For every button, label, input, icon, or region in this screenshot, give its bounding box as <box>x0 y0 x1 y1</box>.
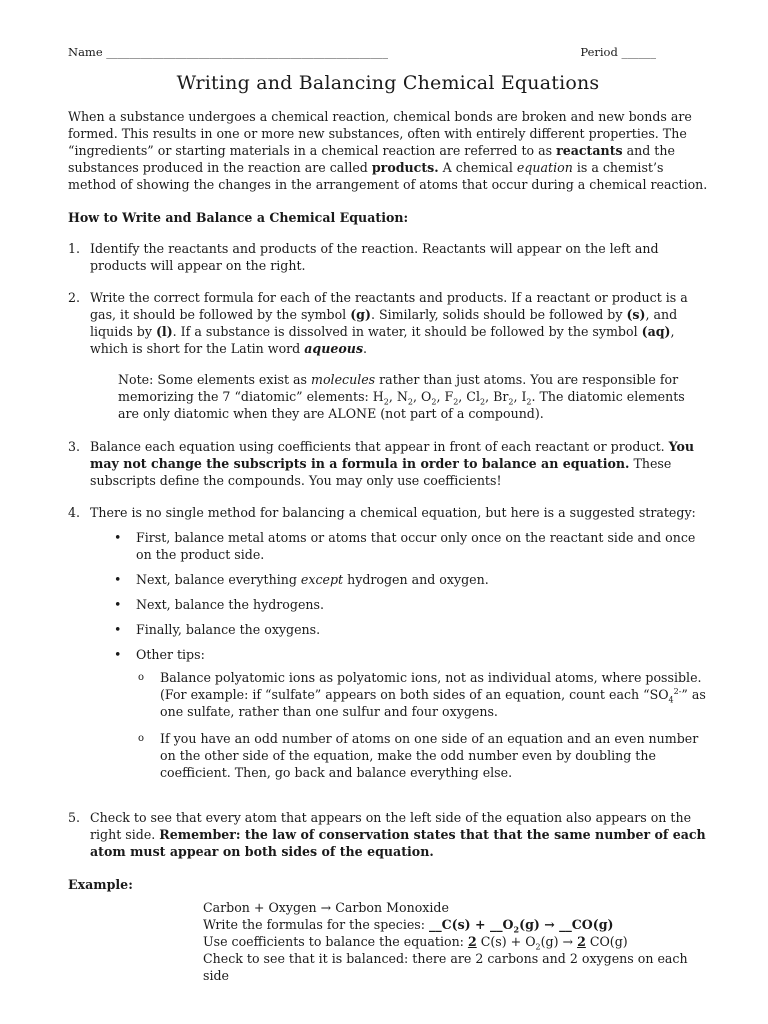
strategy-list <box>90 529 708 781</box>
list-item: • Next, balance the hydrogens. <box>114 597 324 612</box>
list-item: • Finally, balance the oxygens. <box>114 622 321 637</box>
page-title: Writing and Balancing Chemical Equations <box>176 72 600 94</box>
example-heading: Example: <box>68 877 133 892</box>
period-field-label: Period ______ <box>580 45 656 59</box>
example-check-line: Check to see that it is balanced: there are 2 carbons and 2 oxygens on each side <box>203 951 688 983</box>
example-block <box>203 899 708 984</box>
list-item: • First, balance metal atoms or atoms that occur only once on the reactant side and once on the product side. <box>114 530 696 562</box>
list-item: o Balance polyatomic ions as polyatomic ions, not as individual atoms, where possible. (For example: if “sulfate” appears on both sides of an equation, count each “$SO_4^{2-}$” as one sulfate, rather than one sulfur and four oxygens. <box>138 670 706 719</box>
other-tips-list <box>114 669 708 781</box>
list-item: • Other tips: o Balance polyatomic ions as polyatomic ions, not as individual atoms, where possible. (For example: if “sulfate” appears on both sides of an equation, count each “$SO_4^{2-}$” as one sulfate, rather than one sulfur and four oxygens. o If you have an odd number of atoms on one side of an equation and an even number on the other side of the equation, make the odd number even by doubling the coefficient. Then, go back and balance everything else. <box>114 646 708 781</box>
step-1: 1. Identify the reactants and products of the reaction. Reactants will appear on the left and products will appear on the right. <box>68 241 659 273</box>
diatomic-note: Note: Some elements exist as molecules rather than just atoms. You are responsible for memorizing the 7 “diatomic” elements: $H_2$, $N_2$, $O_2$, $F_2$, $Cl_2$, $Br_2$, $I_2$. The diatomic elements are only diatomic when they are ALONE (not part of a compound). <box>118 372 685 421</box>
step-2: 2. Write the correct formula for each of the reactants and products. If a reactant or product is a gas, it should be followed by the symbol (g). Similarly, solids should be followed by (s), and liquids by (l). If a substance is dissolved in water, it should be followed by the symbol (aq), which is short for the Latin word aqueous. <box>68 290 688 356</box>
step-4: 4. There is no single method for balancing a chemical equation, but here is a suggested strategy: • First, balance metal atoms or atoms that occur only once on the reactant side and once on the product side. • Next, balance everything except hydrogen and oxygen. • Next, balance the hydrogens. • Finally, balance the oxygens. • Other tips: o Balance polyatomic ions as polyatomic ions, not as individual atoms, where possible. (For example: if “sulfate” appears on both sides of an equation, count each “$SO_4^{2-}$” as one sulfate, rather than one sulfur and four oxygens. o If you have an odd number of atoms on one side of an equation and an even number on the other side of the equation, make the odd number even by doubling the coefficient. Then, go back and balance everything else. <box>68 504 708 791</box>
list-item: o If you have an odd number of atoms on one side of an equation and an even number on the other side of the equation, make the odd number even by doubling the coefficient. Then, go back and balance everything else. <box>138 731 699 780</box>
header <box>68 44 708 61</box>
name-field-label: Name _________________________________________________ <box>68 45 389 59</box>
example-word-equation: Carbon + Oxygen → Carbon Monoxide <box>203 900 449 915</box>
list-item: • Next, balance everything except hydrogen and oxygen. <box>114 572 489 587</box>
step-5: 5. Check to see that every atom that appears on the left side of the equation also appears on the right side. Remember: the law of conservation states that that the same number of each atom must appear on both sides of the equation. <box>68 810 706 859</box>
intro-paragraph: When a substance undergoes a chemical reaction, chemical bonds are broken and new bonds are formed. This results in one or more new substances, often with entirely different properties. The “ingredients” or starting materials in a chemical reaction are referred to as reactants and the substances produced in the reaction are called products. A chemical equation is a chemist’s method of showing the changes in the arrangement of atoms that occur during a chemical reaction. <box>68 109 708 192</box>
example-coefficient-line: Use coefficients to balance the equation: 2 $C(s) + O_2(g) \to 2$ CO(g) <box>203 934 628 952</box>
howto-heading: How to Write and Balance a Chemical Equation: <box>68 210 409 225</box>
step-3: 3. Balance each equation using coefficients that appear in front of each reactant or product. You may not change the subscripts in a formula in order to balance an equation. These subscripts define the compounds. You may only use coefficients! <box>68 439 695 488</box>
example-formula-line: Write the formulas for the species: __C(s) + $\_\_O_2(g)$ → __CO(g) <box>203 917 614 935</box>
